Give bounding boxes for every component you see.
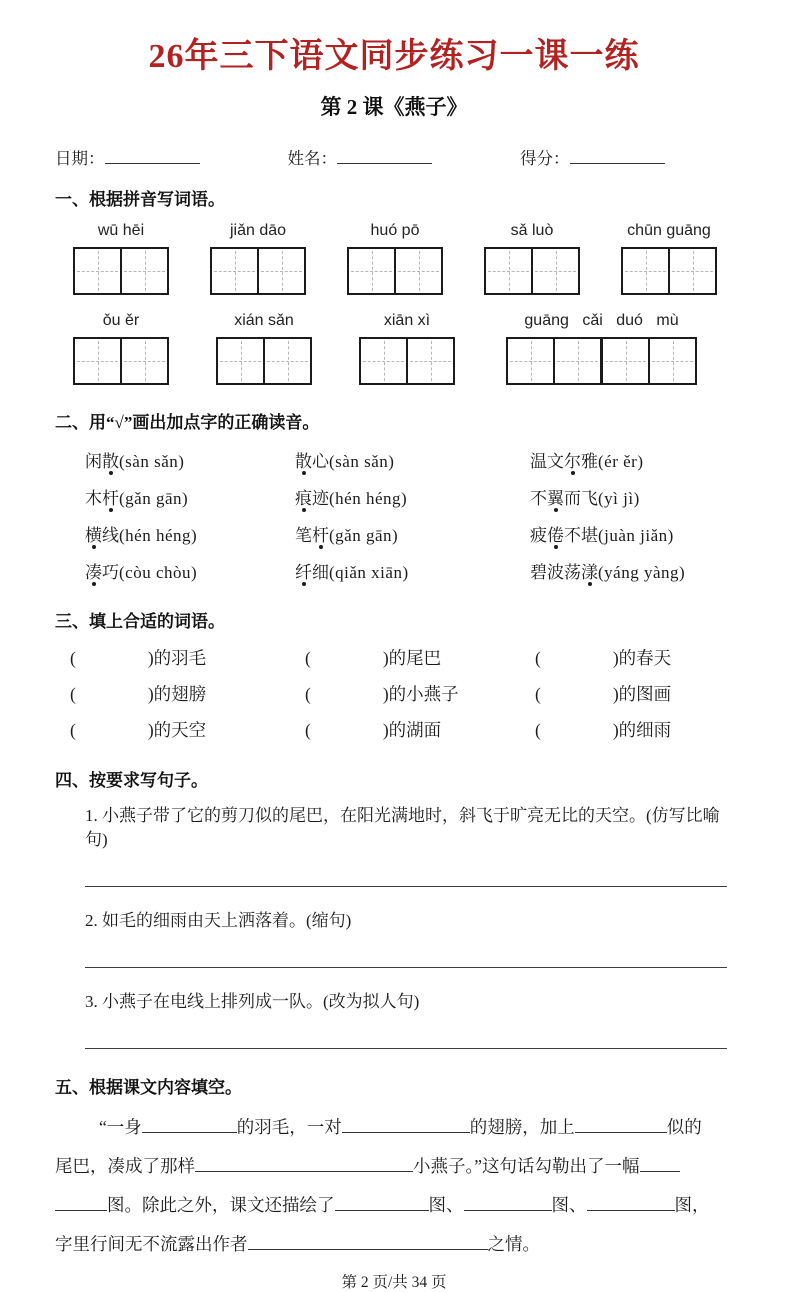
score-blank: [570, 146, 665, 164]
dotted-char: 漾: [581, 563, 598, 582]
pinyin-label: sǎ luò: [510, 222, 554, 239]
passage-blank: [55, 1192, 107, 1211]
writing-grid-cell: [396, 249, 441, 293]
dotted-char: 纤: [295, 563, 312, 582]
fill-word-item: ( )的细雨: [535, 720, 672, 740]
pinyin-label: jiǎn dāo: [229, 222, 287, 239]
pronunciation-item: 痕迹(hén héng): [295, 489, 408, 508]
dotted-char: 散: [295, 452, 312, 471]
fill-word-item: ( )的春天: [535, 648, 672, 668]
pinyin-options: (yáng yàng): [598, 563, 686, 582]
pinyin-group: [216, 312, 312, 388]
passage-blank: [342, 1114, 470, 1133]
dotted-char: 尔: [564, 452, 581, 471]
pronunciation-item: 碧波荡漾(yáng yàng): [530, 563, 686, 582]
passage-blank: [587, 1192, 675, 1211]
pronunciation-item: 不翼而飞(yì jì): [530, 489, 640, 508]
pinyin-options: (sàn sǎn): [329, 452, 395, 471]
passage-fill: [55, 1108, 733, 1264]
name-field: [288, 145, 433, 169]
writing-grid-cell: [218, 339, 265, 383]
sentence-task: 1. 小燕子带了它的剪刀似的尾巴，在阳光满地时，斜飞于旷亮无比的天空。(仿写比喻句): [85, 806, 720, 849]
pinyin-label: ǒu ěr: [102, 312, 140, 329]
pinyin-label: xiān xì: [383, 312, 431, 329]
section3-heading: 三、填上合适的词语。: [55, 612, 225, 631]
passage-blank: [142, 1114, 237, 1133]
writing-grid-cell: [259, 249, 304, 293]
writing-grid-cell: [555, 339, 603, 383]
writing-grid-cell: [486, 249, 533, 293]
passage-blank: [195, 1153, 413, 1172]
date-label: 日期：: [55, 149, 105, 168]
writing-grid-cell: [670, 249, 715, 293]
passage-line: 图。除此之外，课文还描绘了 图、 图、 图，: [55, 1186, 733, 1225]
pinyin-options: (còu chòu): [119, 563, 198, 582]
passage-blank: [464, 1192, 552, 1211]
pinyin-options: (hén héng): [329, 489, 408, 508]
pinyin-options: (gǎn gān): [329, 526, 399, 545]
writing-grid-cell: [603, 339, 650, 383]
writing-grid: [73, 337, 169, 385]
writing-grid-cell: [361, 339, 408, 383]
passage-blank: [248, 1231, 488, 1250]
score-field: [520, 145, 665, 169]
sentence-task: 2. 如毛的细雨由天上洒落着。(缩句): [85, 911, 352, 930]
section2-heading: 二、用“√”画出加点字的正确读音。: [55, 413, 320, 432]
pronunciation-grid: [55, 443, 733, 591]
passage-line: 尾巴，凑成了那样 小燕子。”这句话勾勒出了一幅: [55, 1147, 733, 1186]
writing-grid-cell: [533, 249, 578, 293]
writing-grid-cell: [265, 339, 310, 383]
dotted-char: 散: [102, 452, 119, 471]
name-label: 姓名：: [287, 149, 337, 168]
pinyin-label: chūn guāng: [627, 222, 711, 239]
pinyin-grid-row-1: [55, 222, 733, 298]
pinyin-label: huó pō: [370, 222, 420, 239]
pinyin-group: [73, 222, 169, 298]
pronunciation-item: 纤细(qiǎn xiān): [295, 563, 409, 582]
fill-word-item: ( )的湖面: [305, 720, 442, 740]
page-title: 26年三下语文同步练习一课一练: [148, 38, 640, 75]
fill-word-item: ( )的尾巴: [305, 648, 442, 668]
section1-heading: 一、根据拼音写词语。: [55, 190, 225, 209]
writing-grid: [359, 337, 455, 385]
writing-grid-cell: [75, 249, 122, 293]
section4-heading: 四、按要求写句子。: [55, 771, 208, 790]
pronunciation-item: 温文尔雅(ér ěr): [530, 452, 644, 471]
writing-grid: [621, 247, 717, 295]
pronunciation-item: 横线(hén héng): [85, 526, 198, 545]
pronunciation-item: 闲散(sàn sǎn): [85, 452, 185, 471]
dotted-char: 倦: [547, 526, 564, 545]
pronunciation-item: 凑巧(còu chòu): [85, 563, 198, 582]
pinyin-options: (sàn sǎn): [119, 452, 185, 471]
pinyin-options: (juàn jiǎn): [598, 526, 674, 545]
answer-line: [85, 967, 727, 968]
pinyin-group: [484, 222, 580, 298]
pinyin-options: (qiǎn xiān): [329, 563, 409, 582]
fill-word-grid: [55, 640, 733, 748]
pinyin-label: xián sǎn: [234, 312, 294, 329]
passage-blank: [575, 1114, 667, 1133]
lesson-subtitle: 第 2 课《燕子》: [320, 95, 468, 119]
pinyin-group: [359, 312, 455, 388]
answer-line: [85, 886, 727, 887]
meta-row: [55, 145, 733, 169]
fill-word-item: ( )的羽毛: [70, 648, 207, 668]
dotted-char: 杆: [312, 526, 329, 545]
dotted-char: 痕: [295, 489, 312, 508]
pinyin-label: wū hēi: [97, 222, 145, 239]
pinyin-group: [506, 312, 697, 388]
pinyin-group: [347, 222, 443, 298]
writing-grid: [216, 337, 312, 385]
passage-blank: [640, 1153, 680, 1172]
dotted-char: 横: [85, 526, 102, 545]
fill-word-item: ( )的小燕子: [305, 684, 459, 704]
pinyin-grid-row-2: [55, 312, 733, 388]
writing-grid-cell: [122, 249, 167, 293]
date-blank: [105, 146, 200, 164]
pronunciation-item: 疲倦不堪(juàn jiǎn): [530, 526, 674, 545]
writing-grid-cell: [349, 249, 396, 293]
fill-word-item: ( )的图画: [535, 684, 672, 704]
answer-line: [85, 1048, 727, 1049]
name-blank: [337, 146, 432, 164]
pronunciation-item: 木杆(gǎn gān): [85, 489, 189, 508]
writing-grid-cell: [650, 339, 695, 383]
fill-word-item: ( )的翅膀: [70, 684, 207, 704]
passage-blank: [335, 1192, 429, 1211]
page-number: 第 2 页/共 34 页: [341, 1274, 447, 1291]
writing-grid-cell: [122, 339, 167, 383]
writing-grid: [347, 247, 443, 295]
pronunciation-item: 笔杆(gǎn gān): [295, 526, 399, 545]
date-field: [55, 145, 200, 169]
fill-word-item: ( )的天空: [70, 720, 207, 740]
pinyin-label: guāng cǎi duó mù: [524, 312, 679, 329]
section5-heading: 五、根据课文内容填空。: [55, 1078, 242, 1097]
pinyin-options: (ér ěr): [598, 452, 644, 471]
passage-line: 字里行间无不流露出作者 之情。: [55, 1225, 733, 1264]
dotted-char: 杆: [102, 489, 119, 508]
pronunciation-item: 散心(sàn sǎn): [295, 452, 395, 471]
pinyin-options: (yì jì): [598, 489, 640, 508]
dotted-char: 凑: [85, 563, 102, 582]
writing-grid-cell: [212, 249, 259, 293]
writing-grid-cell: [623, 249, 670, 293]
pinyin-group: [621, 222, 717, 298]
passage-line: “一身 的羽毛，一对 的翅膀，加上 似的: [55, 1108, 733, 1147]
writing-grid: [210, 247, 306, 295]
sentence-task: 3. 小燕子在电线上排列成一队。(改为拟人句): [85, 992, 420, 1011]
writing-grid-cell: [408, 339, 453, 383]
dotted-char: 翼: [547, 489, 564, 508]
score-label: 得分：: [520, 149, 570, 168]
writing-grid-cell: [508, 339, 555, 383]
pinyin-group: [73, 312, 169, 388]
writing-grid-cell: [75, 339, 122, 383]
writing-grid: [484, 247, 580, 295]
pinyin-options: (hén héng): [119, 526, 198, 545]
writing-grid: [73, 247, 169, 295]
pinyin-options: (gǎn gān): [119, 489, 189, 508]
writing-grid: [506, 337, 697, 385]
pinyin-group: [210, 222, 306, 298]
